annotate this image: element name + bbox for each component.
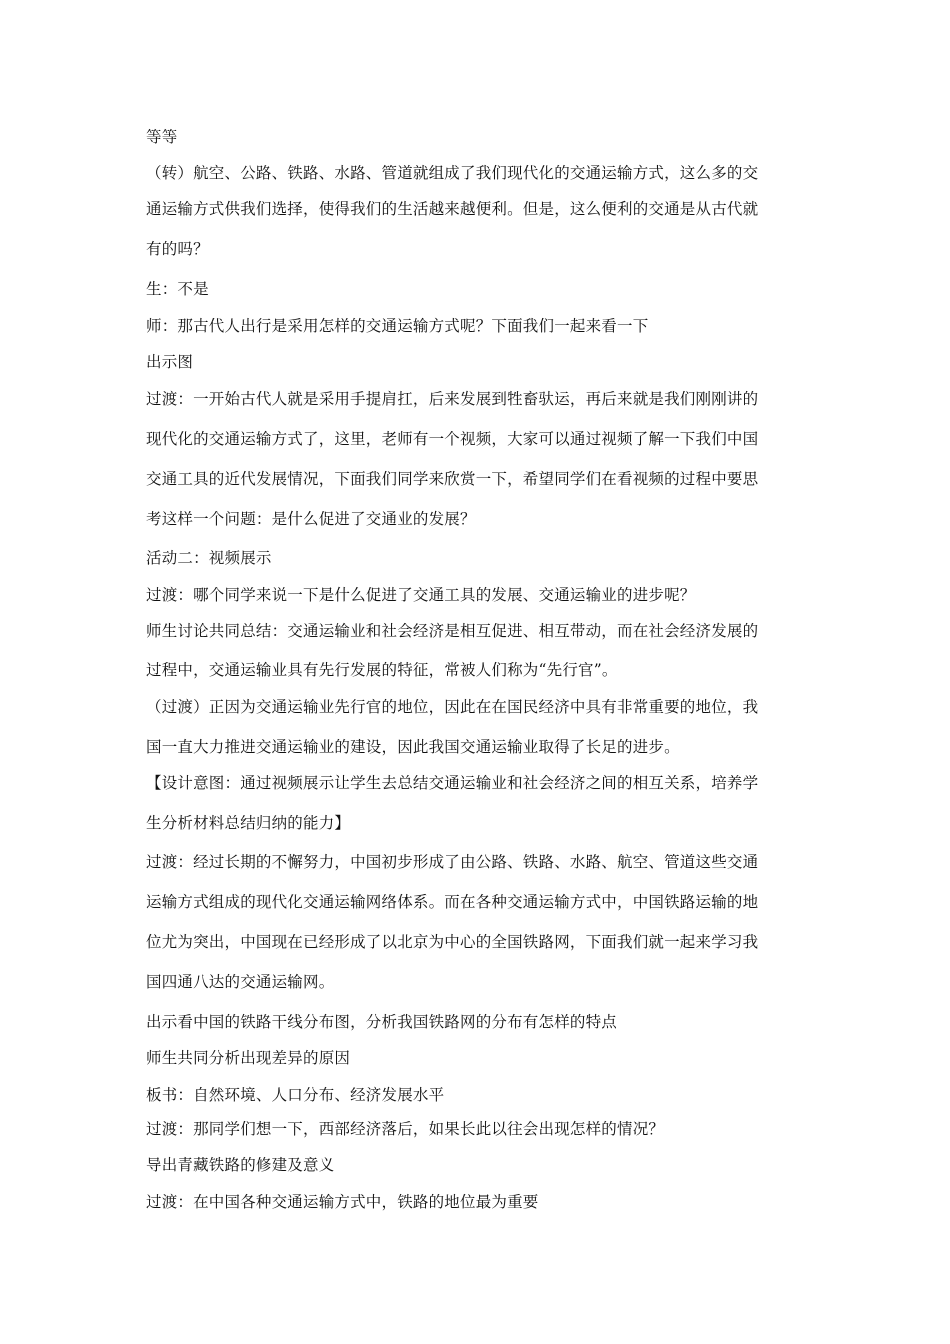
- text-line: 有的吗？: [146, 240, 209, 258]
- text-line: 师生讨论共同总结：交通运输业和社会经济是相互促进、相互带动，而在社会经济发展的: [146, 622, 759, 640]
- text-line: 运输方式组成的现代化交通运输网络体系。而在各种交通运输方式中，中国铁路运输的地: [146, 893, 759, 911]
- text-line: 板书：自然环境、人口分布、经济发展水平: [146, 1086, 445, 1104]
- text-line: 【设计意图：通过视频展示让学生去总结交通运输业和社会经济之间的相互关系，培养学: [146, 774, 759, 792]
- text-line: 过渡：在中国各种交通运输方式中，铁路的地位最为重要: [146, 1193, 539, 1211]
- text-line: 等等: [146, 128, 178, 146]
- text-line: 交通工具的近代发展情况，下面我们同学来欣赏一下，希望同学们在看视频的过程中要思: [146, 470, 759, 488]
- text-line: 过渡：经过长期的不懈努力，中国初步形成了由公路、铁路、水路、航空、管道这些交通: [146, 853, 759, 871]
- text-line: 过渡：一开始古代人就是采用手提肩扛，后来发展到牲畜驮运，再后来就是我们刚刚讲的: [146, 390, 759, 408]
- text-line: 生分析材料总结归纳的能力】: [146, 814, 351, 832]
- text-line: 生：不是: [146, 280, 209, 298]
- text-line: 出示看中国的铁路干线分布图，分析我国铁路网的分布有怎样的特点: [146, 1013, 618, 1031]
- text-line: 导出青藏铁路的修建及意义: [146, 1156, 335, 1174]
- text-line: 通运输方式供我们选择，使得我们的生活越来越便利。但是，这么便利的交通是从古代就: [146, 200, 759, 218]
- text-line: （转）航空、公路、铁路、水路、管道就组成了我们现代化的交通运输方式，这么多的交: [146, 164, 759, 182]
- text-line: 现代化的交通运输方式了，这里，老师有一个视频，大家可以通过视频了解一下我们中国: [146, 430, 759, 448]
- text-line: 过程中，交通运输业具有先行发展的特征，常被人们称为“先行官”。: [146, 661, 618, 679]
- text-line: 活动二：视频展示: [146, 549, 272, 567]
- text-line: 出示图: [146, 353, 194, 371]
- text-line: 国一直大力推进交通运输业的建设，因此我国交通运输业取得了长足的进步。: [146, 738, 680, 756]
- text-line: 过渡：那同学们想一下，西部经济落后，如果长此以往会出现怎样的情况？: [146, 1120, 665, 1138]
- text-line: 国四通八达的交通运输网。: [146, 973, 335, 991]
- text-line: （过渡）正因为交通运输业先行官的地位，因此在在国民经济中具有非常重要的地位，我: [146, 698, 759, 716]
- text-line: 位尤为突出，中国现在已经形成了以北京为中心的全国铁路网，下面我们就一起来学习我: [146, 933, 759, 951]
- text-line: 师生共同分析出现差异的原因: [146, 1049, 351, 1067]
- text-line: 师：那古代人出行是采用怎样的交通运输方式呢？下面我们一起来看一下: [146, 317, 649, 335]
- text-line: 过渡：哪个同学来说一下是什么促进了交通工具的发展、交通运输业的进步呢？: [146, 586, 696, 604]
- text-line: 考这样一个问题：是什么促进了交通业的发展？: [146, 510, 476, 528]
